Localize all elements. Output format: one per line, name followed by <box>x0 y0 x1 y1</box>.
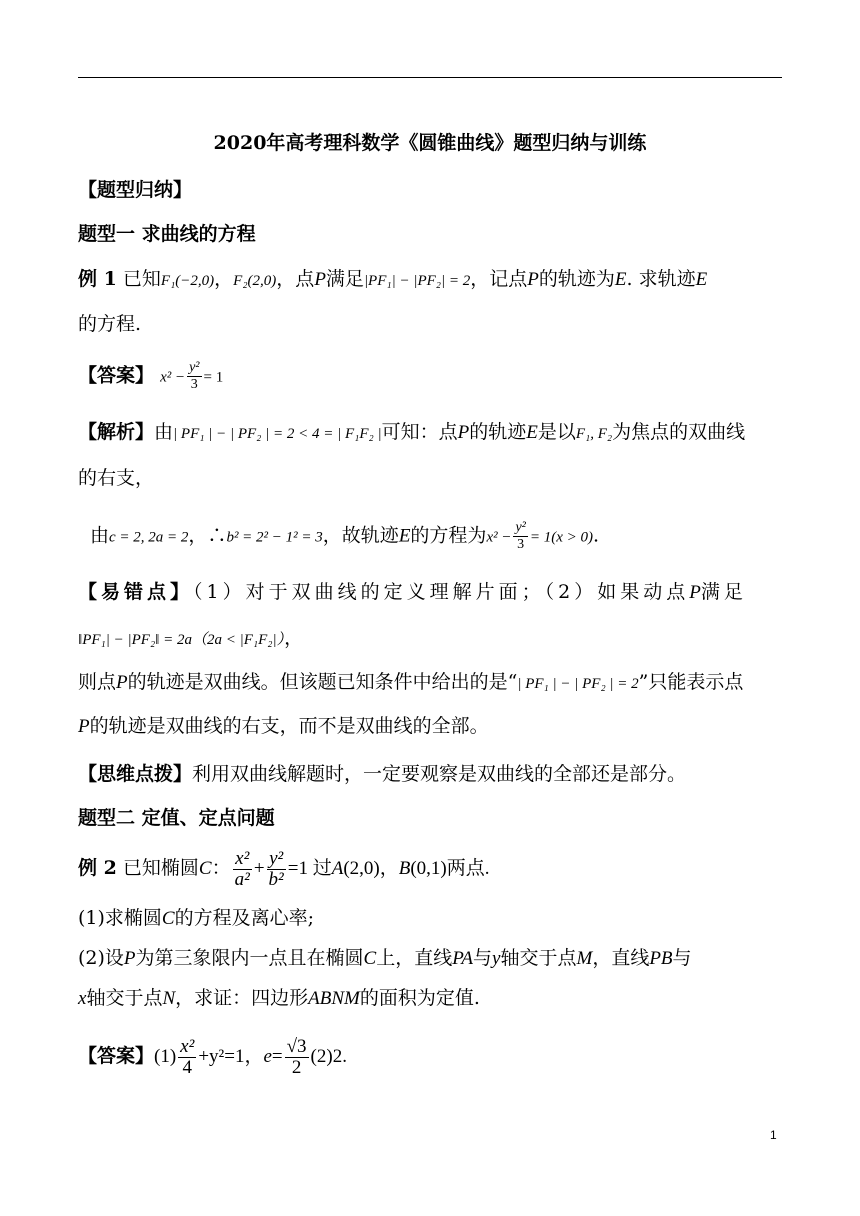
page-title: 2020年高考理科数学《圆锥曲线》题型归纳与训练 <box>213 132 647 154</box>
example2-q2-line1: (2)设P为第三象限内一点且在椭圆C上，直线PA与y轴交于点M，直线PB与 <box>78 947 692 969</box>
condition-formula: |PF₁| − |PF₂| = 2 <box>363 273 471 289</box>
f1-coord: F₁(−2,0) <box>160 273 215 289</box>
type2-heading: 题型二 定值、定点问题 <box>78 807 275 829</box>
ellipse-x-fraction: $\frac{\text{x²}}{\text{a²}}$ <box>234 847 250 890</box>
analysis-line2: 的右支， <box>78 467 155 489</box>
f2-coord: F₂(2,0) <box>233 273 277 289</box>
analysis-calc: 由c = 2, 2a = 2，∴b² = 2² − 1² = 3，故轨迹E的方程为x² − $\frac{\text{y²}}{3}$ = 1(x > 0). <box>90 520 600 552</box>
type1-heading: 题型一 求曲线的方程 <box>78 223 256 245</box>
pitfall-line4: P的轨迹是双曲线的右支，而不是双曲线的全部。 <box>78 715 489 737</box>
ellipse-y-fraction: $\frac{\text{y²}}{\text{b²}}$ <box>268 847 284 890</box>
analysis-line1: 【解析】由| PF₁ | − | PF₂ | = 2 < 4 = | F₁F₂ |可知：点P的轨迹E是以F₁, F₂为焦点的双曲线 <box>78 421 746 443</box>
example2-q1: (1)求椭圆C的方程及离心率; <box>78 907 315 929</box>
section-tag: 【题型归纳】 <box>78 179 193 201</box>
example1-label: 例 1 <box>78 268 117 290</box>
example1-line2: 的方程. <box>78 313 142 335</box>
answer1: 【答案】 x² − $\frac{\text{y²}}{3}$ = 1 <box>78 360 224 392</box>
pitfall-line3: 则点P的轨迹是双曲线。但该题已知条件中给出的是“| PF₁ | − | PF₂ | = 2”只能表示点 <box>78 671 744 693</box>
pitfall-formula: ‖PF₁| − |PF₂‖ = 2a（2a < |F₁F₂|）， <box>78 627 304 649</box>
header-rule <box>78 77 782 78</box>
page-number: 1 <box>770 1128 777 1142</box>
example2-line1: 例 2 已知椭圆C： $\frac{\text{x²}}{\text{a²}}$ + $\frac{\text{y²}}{\text{b²}}$ =1 过A(2,0)，B(0,1)两点. <box>78 847 490 890</box>
tip: 【思维点拨】利用双曲线解题时，一定要观察是双曲线的全部还是部分。 <box>78 763 687 785</box>
eccentricity-fraction: $\frac{√3}{2}$ <box>286 1035 307 1078</box>
example2-q2-line2: x轴交于点N，求证：四边形ABNM的面积为定值. <box>78 987 480 1009</box>
example1-line1: 例 1 已知F₁(−2,0)，F₂(2,0)，点P满足|PF₁| − |PF₂| = 2，记点P的轨迹为E. 求轨迹E <box>78 268 708 290</box>
pitfall-line1: 【易错点】（1）对于双曲线的定义理解片面；（2）如果动点P满足 <box>78 581 747 603</box>
answer2: 【答案】(1) $\frac{\text{x²}}{4}$ +y²=1，e= $\frac{√3}{2}$ (2)2. <box>78 1035 347 1078</box>
answer1-fraction: $\frac{\text{y²}}{3}$ <box>189 360 200 392</box>
answer2-fraction: $\frac{\text{x²}}{4}$ <box>180 1035 195 1078</box>
